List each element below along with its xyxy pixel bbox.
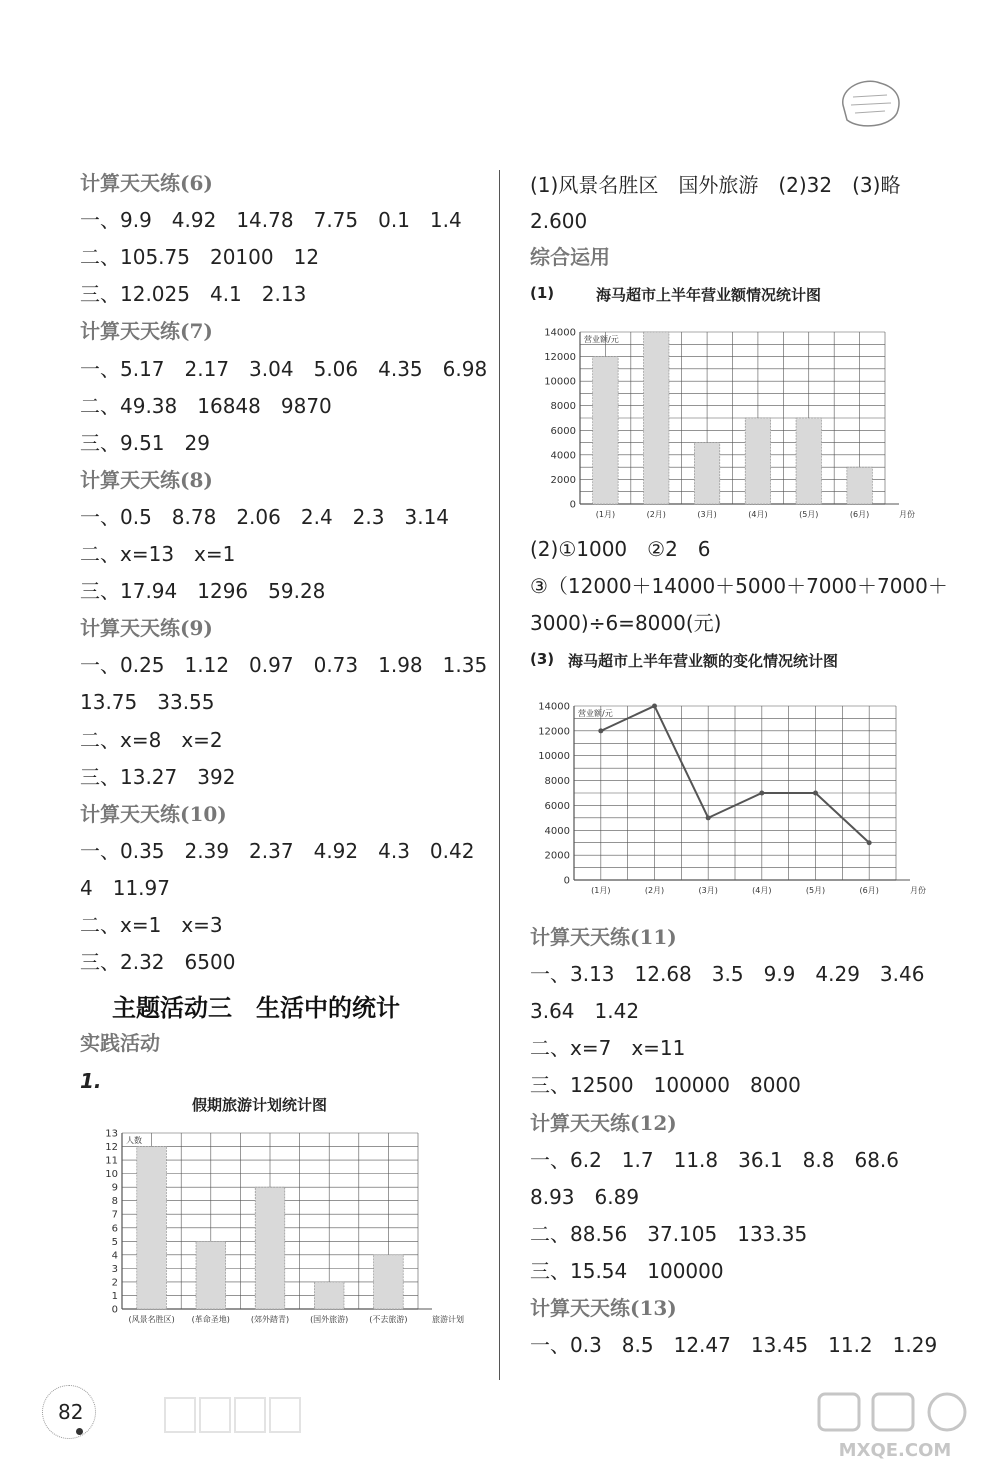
y-tick-label: 9 [111,1182,118,1194]
y-tick-label: 0 [569,499,576,511]
x-tick-label: (不去旅游) [369,1315,408,1324]
answer-line: 二、x=8 x=2 [80,727,223,752]
answer-line: 一、0.25 1.12 0.97 0.73 1.98 1.35 [80,653,488,678]
y-tick-label: 4000 [550,450,576,462]
x-tick-label: (国外旅游) [310,1315,349,1324]
y-tick-label: 14000 [538,701,570,713]
answer-line: 一、6.2 1.7 11.8 36.1 8.8 68.6 [530,1147,900,1172]
answer-line: 二、49.38 16848 9870 [80,393,332,418]
bar-1 [137,1147,167,1309]
item-number: 1. [80,1069,102,1093]
answer-line: 二、x=13 x=1 [80,542,236,566]
y-tick-label: 13 [105,1128,118,1140]
answer-line: 二、x=7 x=11 [530,1036,686,1061]
x-tick-label: (4月) [748,510,768,519]
y-tick-label: 12000 [538,726,570,738]
exercise-heading: 计算天天练(6) [80,171,213,195]
answer-line: 三、15.54 100000 [530,1258,724,1283]
answer-line: 3000)÷6=8000(元) [530,611,722,635]
y-axis-label: 营业额/元 [584,335,619,344]
bar-2 [644,332,669,504]
answer-line: 三、17.94 1296 59.28 [80,579,326,604]
x-tick-label: (5月) [799,510,819,519]
data-point-5 [813,791,818,796]
section-title: 主题活动三 生活中的统计 [112,994,400,1022]
page-number: 82 [58,1400,84,1424]
watermark-text: MXQE.COM [838,1440,952,1461]
y-tick-label: 11 [105,1155,118,1167]
answer-line: 一、0.35 2.39 2.37 4.92 4.3 0.42 [80,838,475,863]
x-tick-label: (2月) [644,886,665,895]
y-tick-label: 8000 [550,401,576,413]
answer-line: 二、88.56 37.105 133.35 [530,1221,808,1246]
y-tick-label: 10000 [538,751,570,763]
answer-line: 一、5.17 2.17 3.04 5.06 4.35 6.98 [80,356,488,381]
bar-6 [847,467,872,504]
exercise-heading: 计算天天练(12) [530,1110,677,1135]
bar-2 [196,1241,226,1309]
faint-brand-logo [160,1390,310,1440]
answer-line: 一、0.3 8.5 12.47 13.45 11.2 1.29 [530,1333,938,1358]
answer-line: 一、3.13 12.68 3.5 9.9 4.29 3.46 [530,962,925,987]
y-tick-label: 7 [111,1209,118,1221]
answer-line: (2)①1000 ②2 6 [530,537,711,561]
y-tick-label: 6000 [544,800,570,812]
answer-line: 二、x=1 x=3 [80,913,223,937]
data-point-2 [652,704,657,709]
answer-line: 三、12500 100000 8000 [530,1073,801,1098]
answer-line: 一、9.9 4.92 14.78 7.75 0.1 1.4 [80,208,462,233]
y-tick-label: 1 [111,1290,118,1302]
column-divider [499,170,500,1380]
exercise-heading: 计算天天练(8) [80,467,213,492]
data-point-4 [759,791,764,796]
practice-heading: 实践活动 [80,1031,160,1055]
y-tick-label: 10000 [544,376,576,388]
answer-line: ③（12000＋14000＋5000＋7000＋7000＋ [530,574,948,598]
x-tick-label: (3月) [697,510,717,519]
answer-line: 4 11.97 [80,875,170,900]
bar-4 [314,1282,344,1309]
x-tick-label: (1月) [591,886,611,895]
data-point-6 [867,840,872,845]
y-tick-label: 2000 [544,850,570,862]
x-tick-label: (6月) [849,510,870,519]
bar-3 [694,443,719,504]
answer-line: 三、9.51 29 [80,430,210,455]
y-tick-label: 10 [105,1169,118,1181]
bar-5 [374,1255,404,1309]
x-tick-label: (3月) [698,886,718,895]
answer-line: 二、105.75 20100 12 [80,245,320,270]
x-axis-label: 月份 [910,886,926,895]
x-tick-label: (4月) [752,886,772,895]
answer-line-2: 2.600 [530,209,588,233]
page-dot [76,1428,83,1435]
exercise-heading: 计算天天练(7) [80,319,213,344]
y-tick-label: 12 [105,1142,118,1154]
y-axis-label: 营业额/元 [578,709,613,718]
x-tick-label: (风景名胜区) [128,1315,175,1324]
bar-1 [593,357,618,504]
chart-1-title: 假期旅游计划统计图 [192,1096,328,1114]
y-tick-label: 8000 [544,776,570,788]
answer-line: 三、13.27 392 [80,764,236,789]
bar-5 [796,418,821,504]
x-tick-label: (郊外踏青) [250,1315,290,1324]
y-tick-label: 5 [111,1236,118,1248]
y-axis-label: 人数 [126,1136,142,1145]
exercise-heading: 计算天天练(13) [530,1296,677,1320]
exercise-heading: 计算天天练(9) [80,616,213,641]
y-tick-label: 4000 [544,825,570,837]
y-tick-label: 6000 [550,425,576,437]
y-tick-label: 2 [111,1277,118,1289]
x-tick-label: (革命圣地) [191,1315,230,1324]
exercise-heading: 计算天天练(11) [530,925,677,949]
answer-line: 一、0.5 8.78 2.06 2.4 2.3 3.14 [80,504,450,529]
chart-2-title: 海马超市上半年营业额情况统计图 [596,286,822,304]
part-1-label: (1) [530,284,555,302]
answer-line: 13.75 33.55 [80,690,215,715]
exercise-heading: 计算天天练(10) [80,801,227,826]
x-axis-label: 旅游计划 [432,1315,464,1324]
answer-line: 三、2.32 6500 [80,950,236,975]
bar-3 [255,1187,285,1309]
answer-line-1: (1)风景名胜区 国外旅游 (2)32 (3)略 [530,173,901,197]
y-tick-label: 3 [111,1263,118,1275]
y-tick-label: 2000 [550,474,576,486]
y-tick-label: 8 [111,1196,118,1208]
chart-travel-plan [80,1115,470,1330]
stamp-seal-icon [835,75,905,130]
chart-revenue-line [530,678,930,903]
apply-heading: 综合运用 [530,245,610,269]
answer-line: 三、12.025 4.1 2.13 [80,282,307,307]
part-3-label: (3) [530,650,555,668]
y-tick-label: 0 [563,875,570,887]
y-tick-label: 4 [111,1250,118,1262]
data-point-1 [598,728,603,733]
x-tick-label: (2月) [646,510,666,519]
y-tick-label: 6 [111,1223,118,1235]
x-tick-label: (5月) [805,886,826,895]
chart-3-title: 海马超市上半年营业额的变化情况统计图 [568,652,839,670]
y-tick-label: 14000 [544,327,576,339]
chart-revenue-bar [530,312,930,522]
y-tick-label: 0 [111,1304,118,1316]
bar-4 [745,418,770,504]
x-tick-label: (1月) [595,510,616,519]
x-tick-label: (6月) [859,886,879,895]
answer-line: 8.93 6.89 [530,1184,640,1209]
y-tick-label: 12000 [544,352,576,364]
watermark-logo [815,1390,975,1462]
answer-line: 3.64 1.42 [530,999,640,1024]
x-axis-label: 月份 [899,510,915,519]
data-point-3 [706,815,711,820]
